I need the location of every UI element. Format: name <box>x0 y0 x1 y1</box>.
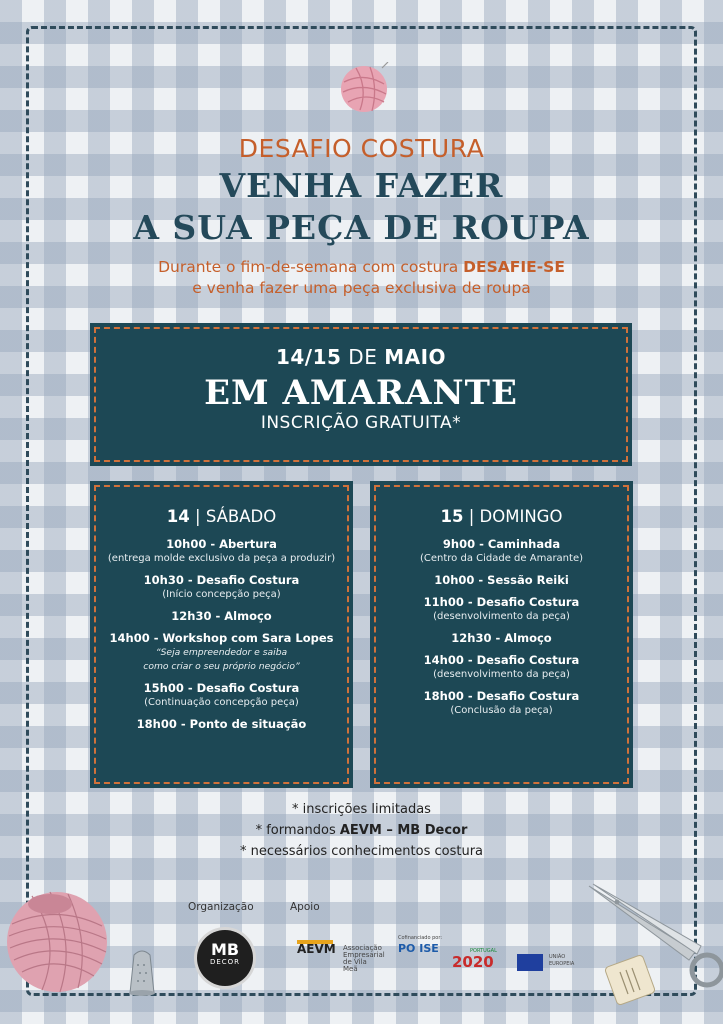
item-time: 15h00 <box>143 681 184 695</box>
registration-free: INSCRIÇÃO GRATUITA* <box>260 413 462 433</box>
item-desc: (desenvolvimento da peça) <box>433 669 570 680</box>
eu-caption: UNIÃO EUROPEIA <box>549 954 575 967</box>
schedule-item: 9h00 - Caminhada (Centro da Cidade de Amarante) <box>376 536 627 566</box>
item-desc: (Início concepção peça) <box>162 589 281 600</box>
item-desc: “Seja empreendedor e saiba <box>155 647 288 658</box>
item-time: 11h00 <box>423 595 464 609</box>
item-title: Desafio Costura <box>196 573 300 587</box>
thimble-icon <box>120 945 164 997</box>
schedule-item: 10h30 - Desafio Costura (Início concepção peça) <box>96 572 347 602</box>
note-trainees-strong: AEVM – MB Decor <box>339 823 468 838</box>
mb-decor-logo <box>197 930 253 986</box>
event-place: EM AMARANTE <box>204 373 518 413</box>
item-desc: (entrega molde exclusivo da peça a produzir) <box>107 553 336 564</box>
lead-line1-strong: DESAFIE-SE <box>463 258 565 276</box>
item-time: 14h00 <box>109 631 150 645</box>
mb-logo-sub: DECOR <box>209 958 241 966</box>
schedule-item: 12h30 - Almoço <box>171 609 272 623</box>
item-time: 18h00 <box>423 689 464 703</box>
date-de: DE <box>348 345 378 369</box>
notes <box>0 799 723 862</box>
note-limited: * inscrições limitadas <box>292 802 431 817</box>
item-time: 12h30 <box>451 631 492 645</box>
date-days: 14/15 <box>275 345 342 369</box>
schedule-item: 14h00 - Desafio Costura (desenvolvimento da peça) <box>376 652 627 682</box>
yarn-ball-large-icon <box>2 884 112 994</box>
saturday-panel <box>94 485 349 784</box>
item-title: Sessão Reiki <box>487 573 569 587</box>
item-title: Abertura <box>219 537 277 551</box>
date-panel <box>94 327 628 462</box>
saturday-separator: | <box>195 507 201 526</box>
item-time: 18h00 <box>136 717 177 731</box>
item-title: Desafio Costura <box>476 595 580 609</box>
item-time: 10h00 <box>166 537 207 551</box>
note-trainees <box>0 820 723 841</box>
aevm-logo: AEVM <box>297 942 336 956</box>
note-trainees-text: * formandos <box>255 823 340 838</box>
item-title: Desafio Costura <box>196 681 300 695</box>
lead-line1-text: Durante o fim-de-semana com costura <box>158 258 464 276</box>
event-title-line1: VENHA FAZER <box>219 166 504 205</box>
support-label: Apoio <box>290 901 320 913</box>
sunday-panel <box>374 485 629 784</box>
event-lead <box>0 257 723 299</box>
mb-logo-main: MB <box>210 940 240 959</box>
item-time: 12h30 <box>171 609 212 623</box>
item-title: Almoço <box>504 631 552 645</box>
sunday-number: 15 <box>440 507 464 526</box>
item-desc: (Continuação concepção peça) <box>144 697 299 708</box>
organization-label: Organização <box>188 901 254 913</box>
needle-card-icon <box>604 950 660 1006</box>
item-title: Almoço <box>224 609 272 623</box>
item-title: Ponto de situação <box>189 717 307 731</box>
item-desc: (Centro da Cidade de Amarante) <box>420 553 583 564</box>
event-subtitle: DESAFIO COSTURA <box>238 134 485 163</box>
saturday-heading <box>96 507 347 526</box>
aevm-caption: Associação Empresarial de Vila Meã <box>343 944 385 973</box>
item-title: Caminhada <box>487 537 561 551</box>
sunday-heading <box>376 507 627 526</box>
item-title: Workshop com Sara Lopes <box>162 631 334 645</box>
item-desc-2: como criar o seu próprio negócio” <box>143 661 300 672</box>
item-time: 14h00 <box>423 653 464 667</box>
date-month: MAIO <box>384 345 447 369</box>
eu-flag-icon <box>517 954 543 971</box>
schedule-item: 18h00 - Desafio Costura (Conclusão da peça) <box>376 688 627 718</box>
schedule-item: 11h00 - Desafio Costura (desenvolvimento da peça) <box>376 594 627 624</box>
item-title: Desafio Costura <box>476 689 580 703</box>
item-time: 10h30 <box>143 573 184 587</box>
sunday-name: DOMINGO <box>479 507 563 526</box>
item-time: 10h00 <box>434 573 475 587</box>
portugal2020-caption: PORTUGAL <box>470 948 497 954</box>
saturday-number: 14 <box>166 507 190 526</box>
portugal2020-logo: 2020 <box>452 953 494 971</box>
note-knowledge: * necessários conhecimentos costura <box>239 844 484 859</box>
item-desc: (Conclusão da peça) <box>450 705 553 716</box>
poise-logo: PO ISE <box>398 942 439 955</box>
sunday-separator: | <box>468 507 475 526</box>
item-desc: (desenvolvimento da peça) <box>433 611 570 622</box>
yarn-ball-icon <box>338 62 394 114</box>
schedule-item: 14h00 - Workshop com Sara Lopes “Seja empreendedor e saiba como criar o seu próprio negócio” <box>96 630 347 674</box>
schedule-item: 18h00 - Ponto de situação <box>136 717 307 731</box>
lead-line2: e venha fazer uma peça exclusiva de roupa <box>192 279 531 297</box>
item-time: 9h00 <box>442 537 476 551</box>
item-title: Desafio Costura <box>476 653 580 667</box>
saturday-name: SÁBADO <box>205 507 277 526</box>
schedule-item: 15h00 - Desafio Costura (Continuação concepção peça) <box>96 680 347 710</box>
poise-caption: Cofinanciado por: <box>398 935 443 941</box>
schedule-item: 12h30 - Almoço <box>451 631 552 645</box>
schedule-item: 10h00 - Sessão Reiki <box>434 573 569 587</box>
event-title-line2: A SUA PEÇA DE ROUPA <box>133 208 590 247</box>
schedule-item: 10h00 - Abertura (entrega molde exclusivo da peça a produzir) <box>96 536 347 566</box>
event-date <box>96 345 626 369</box>
